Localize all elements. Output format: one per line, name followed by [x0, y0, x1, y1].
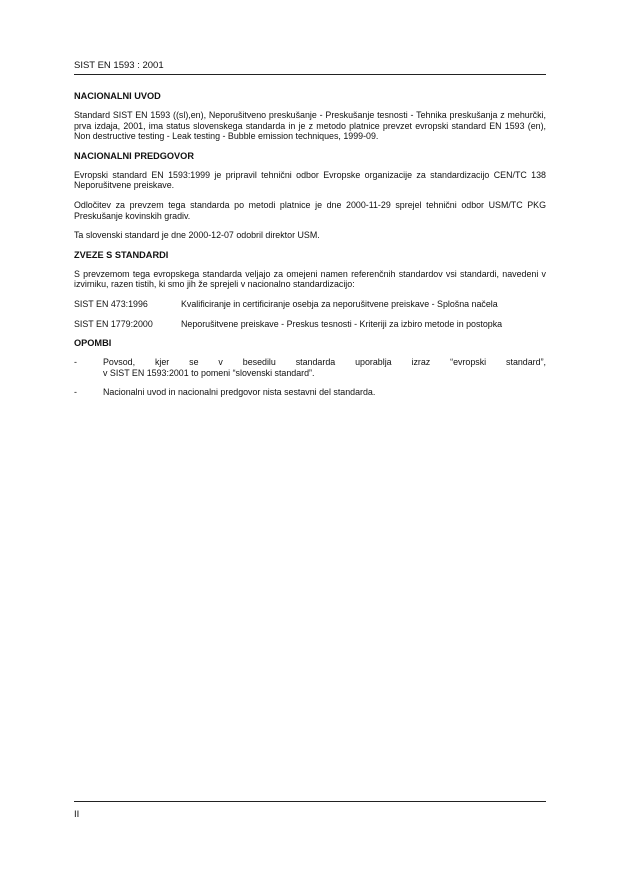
section-heading-opombi: OPOMBI — [74, 338, 112, 349]
nacionalni-uvod-text: Standard SIST EN 1593 ((sl),en), Neporušitveno preskušanje - Preskušanje tesnosti - Tehnika preskušanja z mehurčki, prva izdaja, 2001, ima status slovenskega standarda in je z metodo platnice prevzet evropski standard EN 1593 (en), Non destructive testing - Leak testing - Bubble emission techniques, 1999-09. — [74, 110, 546, 142]
predgovor-paragraph-3: Ta slovenski standard je dne 2000-12-07 odobril direktor USM. — [74, 230, 320, 241]
reference-description: Kvalificiranje in certificiranje osebja za neporušitvene preiskave - Splošna načela — [181, 298, 498, 309]
footer-rule — [74, 801, 546, 802]
header-rule — [74, 74, 546, 75]
reference-code: SIST EN 1779:2000 — [74, 318, 153, 329]
notes-list — [74, 357, 546, 398]
page-number: II — [74, 809, 80, 820]
predgovor-paragraph-1: Evropski standard EN 1593:1999 je pripravil tehnični odbor Evropske organizacije za standardizacijo CEN/TC 138 Neporušitvene preiskave. — [74, 169, 546, 191]
reference-list — [74, 299, 546, 329]
note-text-line: Povsod, kjer se v besedilu standarda uporablja izraz “evropski standard”, — [103, 357, 546, 368]
page-content — [74, 90, 546, 398]
section-heading-nacionalni-predgovor: NACIONALNI PREDGOVOR — [74, 150, 194, 161]
note-bullet: - — [74, 357, 77, 368]
note-bullet: - — [74, 387, 77, 398]
note-item — [74, 387, 546, 398]
zveze-intro: S prevzemom tega evropskega standarda veljajo za omejeni namen referenčnih standardov vsi standardi, navedeni v izvirniku, razen tistih, ki smo jih že sprejeli v nacionalno standardizacijo: — [74, 268, 546, 290]
reference-code: SIST EN 473:1996 — [74, 298, 148, 309]
section-heading-nacionalni-uvod: NACIONALNI UVOD — [74, 91, 161, 101]
reference-row — [74, 299, 546, 310]
predgovor-paragraph-2: Odločitev za prevzem tega standarda po metodi platnice je dne 2000-11-29 sprejel tehnični odbor USM/TC PKG Preskušanje kovinskih gradiv. — [74, 199, 546, 221]
page-header: SIST EN 1593 : 2001 — [74, 60, 164, 71]
note-text — [103, 357, 546, 378]
note-text-line: v SIST EN 1593:2001 to pomeni “slovenski standard”. — [103, 367, 315, 378]
note-item — [74, 357, 546, 378]
note-text — [103, 387, 546, 398]
reference-row — [74, 319, 546, 330]
reference-description: Neporušitvene preiskave - Preskus tesnosti - Kriteriji za izbiro metode in postopka — [181, 318, 503, 329]
section-heading-zveze: ZVEZE S STANDARDI — [74, 249, 169, 260]
note-text-line: Nacionalni uvod in nacionalni predgovor nista sestavni del standarda. — [103, 387, 376, 398]
